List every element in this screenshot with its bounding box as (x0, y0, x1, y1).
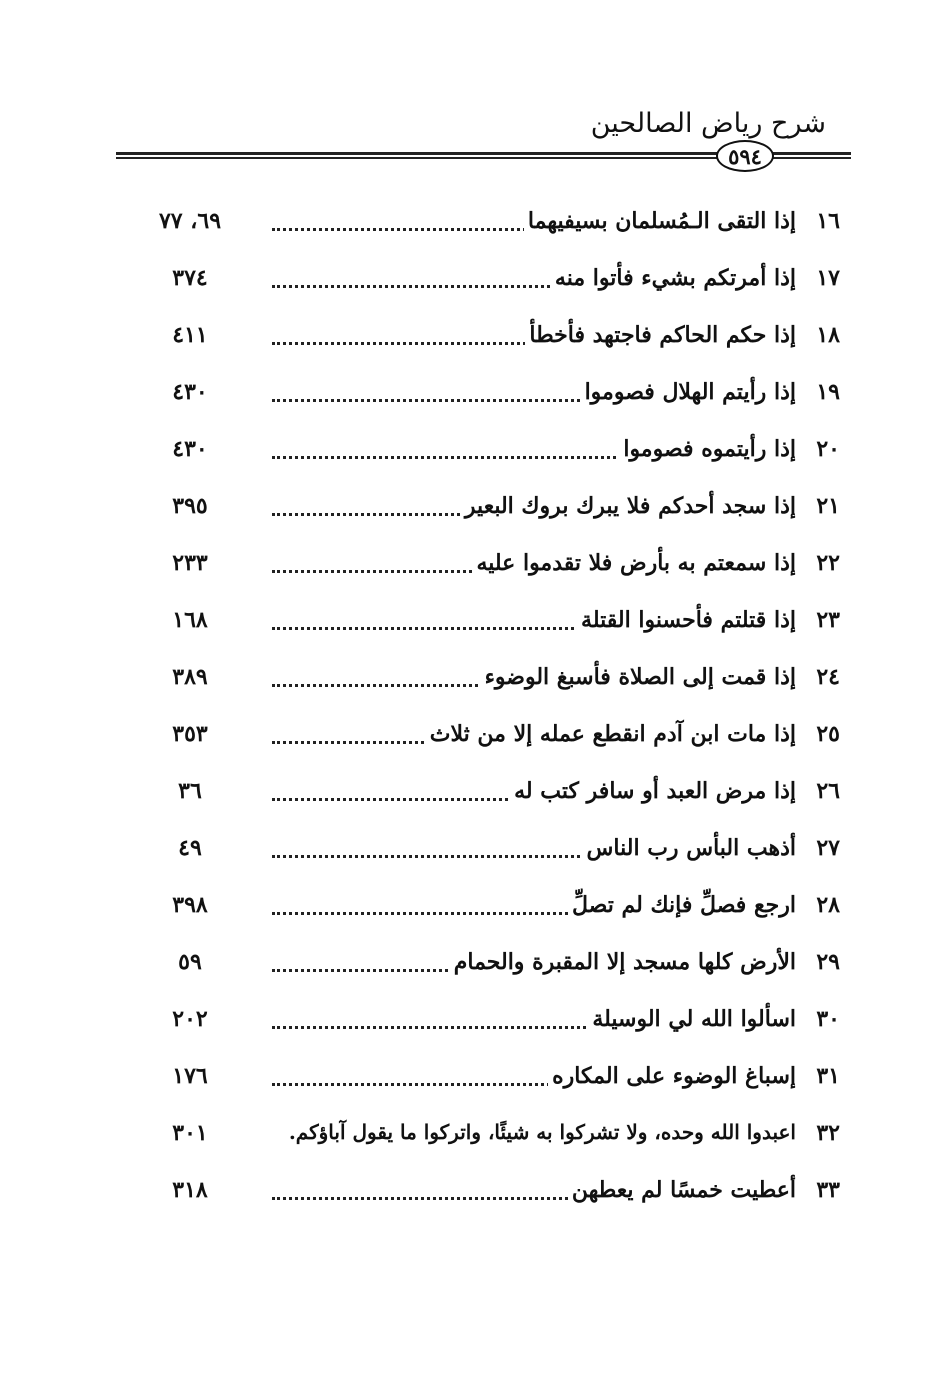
index-entry (0, 835, 944, 875)
entry-text: أذهب البأس رب الناس (583, 835, 796, 861)
entry-number: ٢٥ (816, 721, 840, 747)
index-entry (0, 607, 944, 647)
entry-number: ٢٧ (816, 835, 840, 861)
entry-text: إذا مرض العبد أو سافر كتب له (510, 778, 796, 804)
entry-text: إذا قتلتم فأحسنوا القتلة (577, 607, 796, 633)
index-entry (0, 1006, 944, 1046)
entry-number: ٢٤ (816, 664, 840, 690)
index-entry (0, 265, 944, 305)
entry-text: إذا سجد أحدكم فلا يبرك بروك البعير (461, 493, 796, 519)
entry-number: ٢٩ (816, 949, 840, 975)
entry-text: الأرض كلها مسجد إلا المقبرة والحمام (450, 949, 796, 975)
index-entry (0, 493, 944, 533)
index-entry (0, 550, 944, 590)
entry-text: إسباغ الوضوء على المكاره (548, 1063, 796, 1089)
entry-page-ref: ٣١٨ (172, 1177, 208, 1203)
entry-number: ٢٦ (816, 778, 840, 804)
index-entry (0, 1063, 944, 1103)
entry-number: ٣٣ (816, 1177, 840, 1203)
entry-number: ٢٣ (816, 607, 840, 633)
entry-number: ٣٠ (816, 1006, 840, 1032)
running-header-title: شرح رياض الصالحين (590, 108, 826, 139)
entry-text: اسألوا الله لي الوسيلة (588, 1006, 796, 1032)
entry-text: إذا قمت إلى الصلاة فأسبغ الوضوء (481, 664, 796, 690)
index-entry (0, 778, 944, 818)
entry-page-ref: ٦٩، ٧٧ (158, 208, 222, 234)
index-entry (0, 208, 944, 248)
entry-page-ref: ٣٧٤ (172, 265, 208, 291)
entry-number: ٢٠ (816, 436, 840, 462)
entry-text: ارجع فصلِّ فإنك لم تصلِّ (568, 892, 796, 918)
entry-number: ١٦ (816, 208, 840, 234)
index-entry (0, 1120, 944, 1160)
entry-page-ref: ٣٥٣ (172, 721, 208, 747)
entry-page-ref: ٢٠٢ (172, 1006, 208, 1032)
entry-page-ref: ٣٩٨ (172, 892, 208, 918)
index-entry (0, 379, 944, 419)
entry-page-ref: ١٧٦ (172, 1063, 208, 1089)
entry-text: إذا مات ابن آدم انقطع عمله إلا من ثلاث (426, 721, 796, 747)
index-entry (0, 322, 944, 362)
index-entry (0, 949, 944, 989)
entry-text: اعبدوا الله وحده، ولا تشركوا به شيئًا، واتركوا ما يقول آباؤكم. (285, 1120, 796, 1144)
entry-text: إذا أمرتكم بشيء فأتوا منه (551, 265, 796, 291)
entry-page-ref: ٤٣٠ (172, 436, 208, 462)
entry-page-ref: ٤٣٠ (172, 379, 208, 405)
entry-number: ١٧ (816, 265, 840, 291)
entry-text: إذا رأيتم الهلال فصوموا (581, 379, 796, 405)
entry-page-ref: ٣٩٥ (172, 493, 208, 519)
index-entry (0, 664, 944, 704)
entry-number: ٣٢ (816, 1120, 840, 1146)
index-entry (0, 1177, 944, 1217)
entry-page-ref: ١٦٨ (172, 607, 208, 633)
index-entry (0, 436, 944, 476)
entry-number: ١٩ (816, 379, 840, 405)
entry-text: إذا التقى الـمُسلمان بسيفيهما (524, 208, 796, 234)
entry-number: ٢١ (816, 493, 840, 519)
entry-page-ref: ٥٩ (178, 949, 202, 975)
entry-text: إذا رأيتموه فصوموا (619, 436, 796, 462)
entry-text: إذا سمعتم به بأرض فلا تقدموا عليه (472, 550, 796, 576)
page-number-badge: ٥٩٤ (716, 140, 774, 172)
entry-page-ref: ٣٠١ (172, 1120, 208, 1146)
entry-page-ref: ٤١١ (172, 322, 208, 348)
index-entry (0, 892, 944, 932)
entry-number: ٣١ (816, 1063, 840, 1089)
entry-page-ref: ٤٩ (178, 835, 202, 861)
entry-text: إذا حكم الحاكم فاجتهد فأخطأ (525, 322, 796, 348)
entry-page-ref: ٣٨٩ (172, 664, 208, 690)
entry-page-ref: ٣٦ (178, 778, 202, 804)
index-entry (0, 721, 944, 761)
entry-number: ١٨ (816, 322, 840, 348)
entry-number: ٢٢ (816, 550, 840, 576)
entry-number: ٢٨ (816, 892, 840, 918)
entry-page-ref: ٢٣٣ (172, 550, 208, 576)
entry-text: أعطيت خمسًا لم يعطهن (568, 1177, 796, 1203)
